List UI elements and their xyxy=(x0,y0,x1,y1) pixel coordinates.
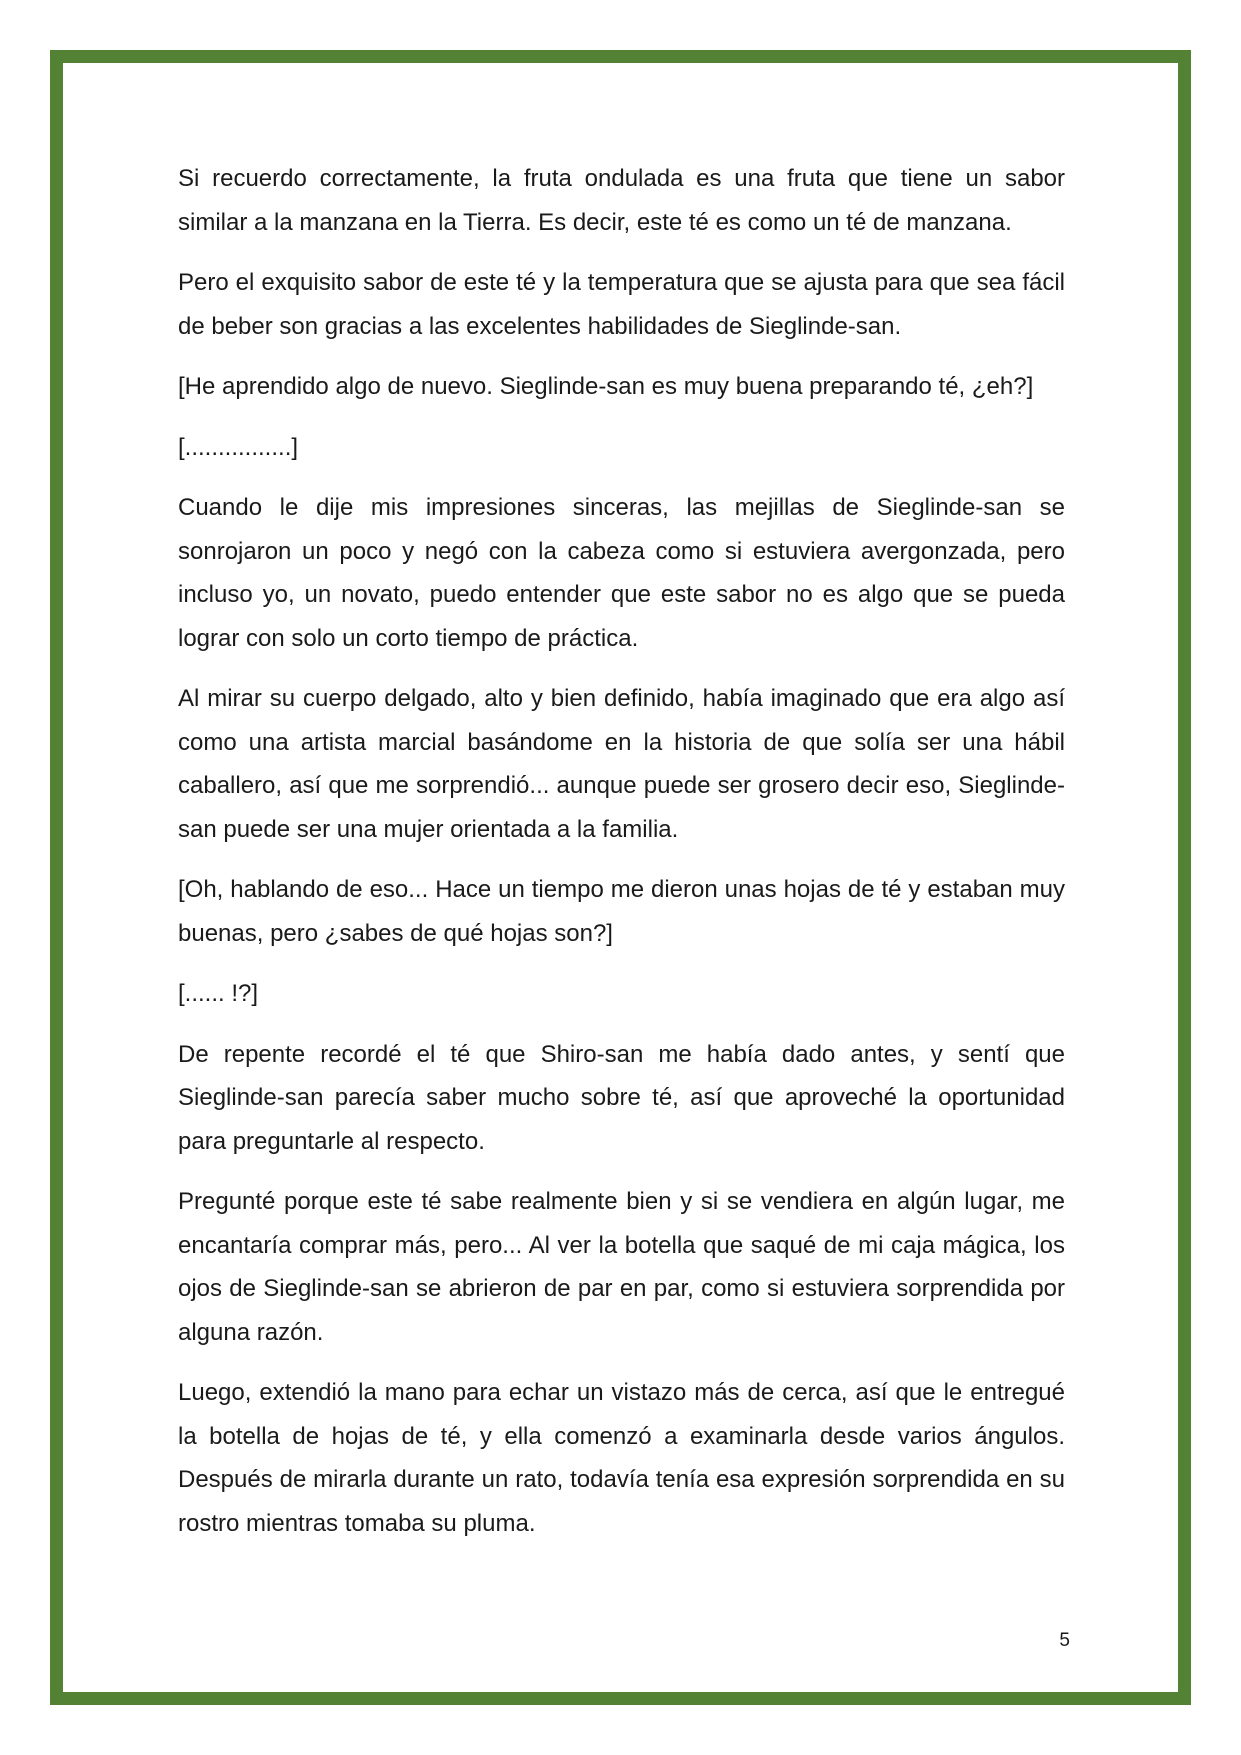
paragraph: Pregunté porque este té sabe realmente bien y si se vendiera en algún lugar, me encantaría comprar más, pero... Al ver la botella que saqué de mi caja mágica, los ojos de Sieglinde-san se abrieron de par en par, como si estuviera sorprendida por alguna razón. xyxy=(178,1188,1065,1346)
paragraph: [...... !?] xyxy=(178,980,259,1007)
paragraph: [................] xyxy=(178,433,299,461)
paragraph: Pero el exquisito sabor de este té y la temperatura que se ajusta para que sea fácil de beber son gracias a las excelentes habilidades de Sieglinde-san. xyxy=(178,269,1065,340)
paragraph: Luego, extendió la mano para echar un vistazo más de cerca, así que le entregué la botella de hojas de té, y ella comenzó a examinarla desde varios ángulos. Después de mirarla durante un rato, todavía tenía esa expresión sorprendida en su rostro mientras tomaba su pluma. xyxy=(178,1379,1065,1537)
paragraph: Cuando le dije mis impresiones sinceras, las mejillas de Sieglinde-san se sonrojaron un poco y negó con la cabeza como si estuviera avergonzada, pero incluso yo, un novato, puedo entender que este sabor no es algo que se pueda lograr con solo un corto tiempo de práctica. xyxy=(178,494,1065,652)
paragraph: Al mirar su cuerpo delgado, alto y bien definido, había imaginado que era algo así como una artista marcial basándome en la historia de que solía ser una hábil caballero, así que me sorprendió... aunque puede ser grosero decir eso, Sieglinde-san puede ser una mujer orientada a la familia. xyxy=(178,685,1065,843)
paragraph: Si recuerdo correctamente, la fruta ondulada es una fruta que tiene un sabor similar a la manzana en la Tierra. Es decir, este té es como un té de manzana. xyxy=(178,165,1065,236)
paragraph: [Oh, hablando de eso... Hace un tiempo me dieron unas hojas de té y estaban muy buenas, pero ¿sabes de qué hojas son?] xyxy=(178,876,1065,947)
page-number: 5 xyxy=(1059,1630,1070,1651)
paragraph: [He aprendido algo de nuevo. Sieglinde-san es muy buena preparando té, ¿eh?] xyxy=(178,373,1034,400)
paragraph: De repente recordé el té que Shiro-san me había dado antes, y sentí que Sieglinde-san parecía saber mucho sobre té, así que aproveché la oportunidad para preguntarle al respecto. xyxy=(178,1040,1065,1155)
page-body xyxy=(178,157,1065,1562)
